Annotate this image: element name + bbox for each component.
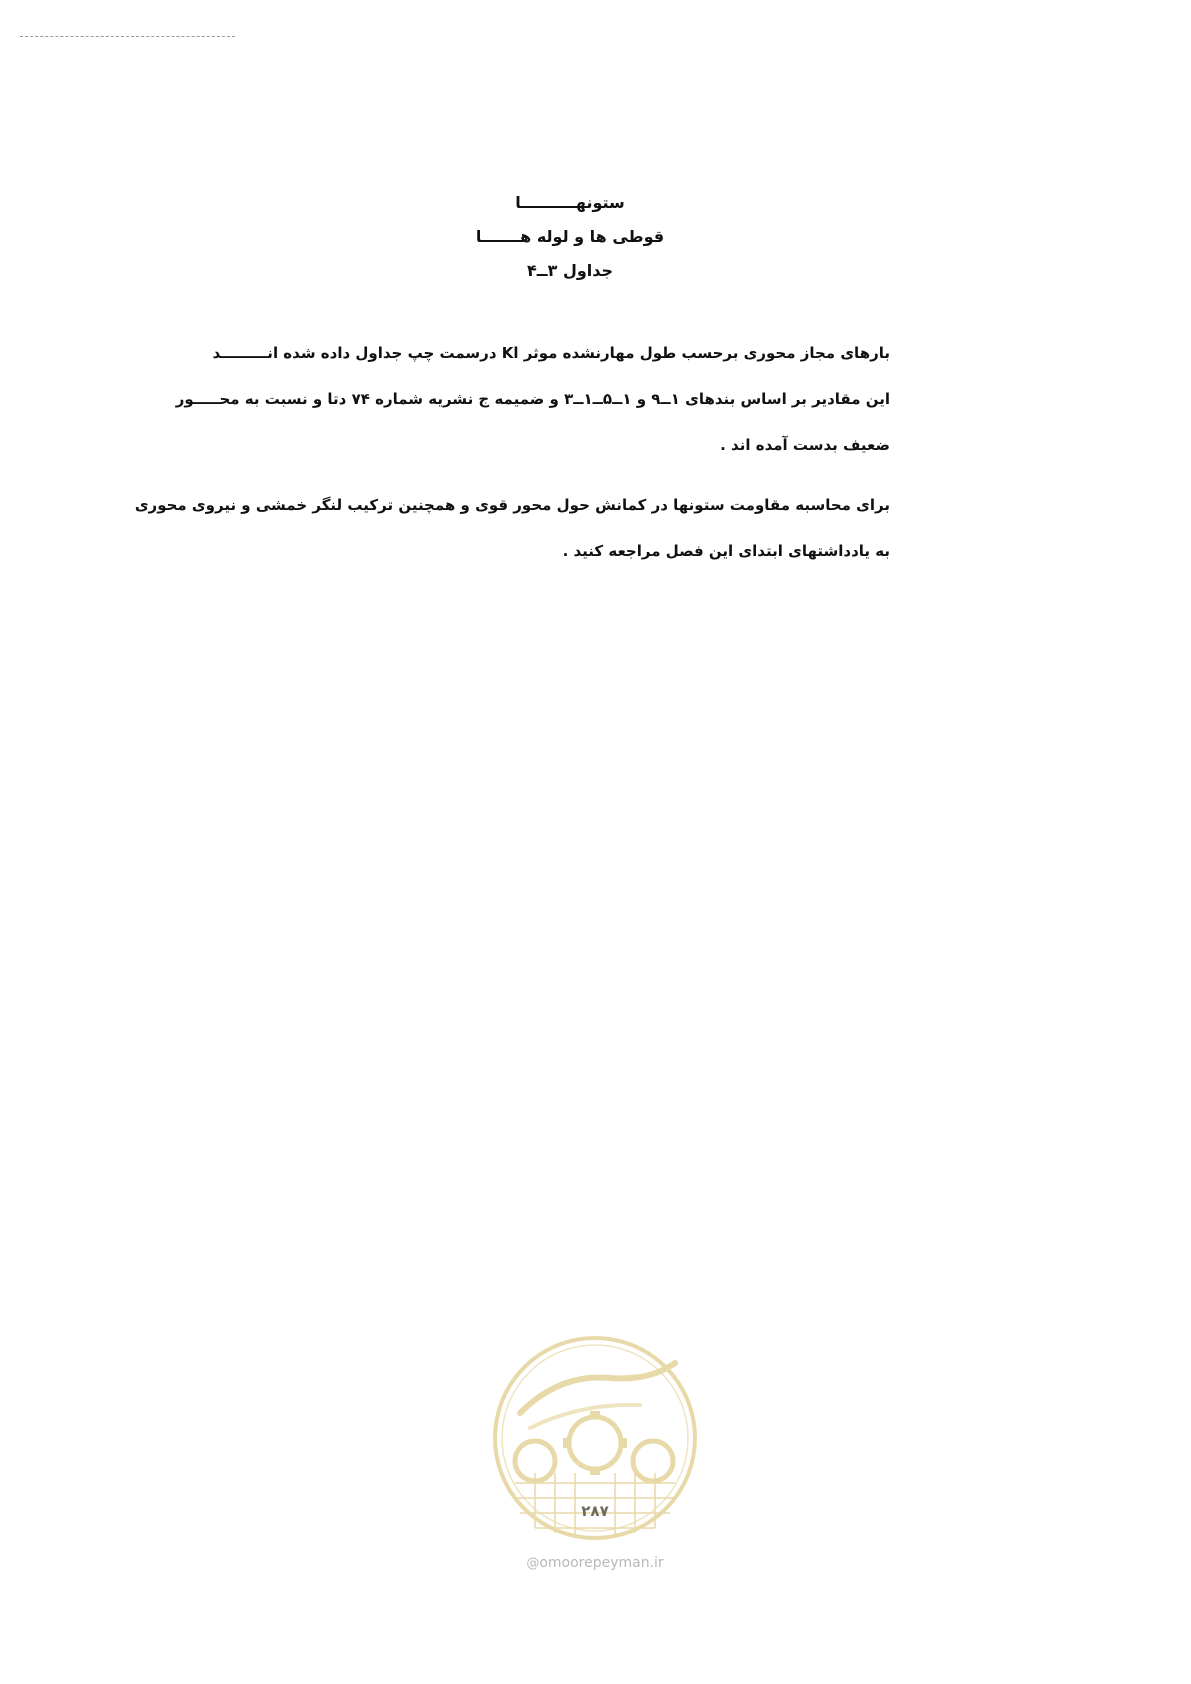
paragraph-1-line-2: این مقادیر بر اساس بندهای ۱ــ۹ و ۱ــ۵ــ۱ــ۳ و ضمیمه ج نشریه شماره ۷۴ دتا و نسبت به محـــــور bbox=[175, 390, 890, 408]
at-icon: @ bbox=[526, 1556, 540, 1571]
paragraph-1-line-1: بارهای مجاز محوری برحسب طول مهارنشده موثر Kl درسمت چپ جداول داده شده انـــــــــد bbox=[212, 344, 890, 362]
section-header bbox=[380, 186, 760, 288]
website-text: omoorepeyman.ir bbox=[539, 1555, 664, 1571]
page-number: ۲۸۷ bbox=[581, 1502, 609, 1520]
header-title: ستونهــــــــــا bbox=[515, 193, 625, 212]
website-watermark bbox=[500, 1555, 690, 1571]
paragraph-1-line-3: ضعیف بدست آمده اند . bbox=[720, 436, 890, 454]
scan-artifact-line bbox=[20, 36, 235, 37]
header-table-ref: جداول ۳ــ۴ bbox=[526, 261, 614, 280]
body-text bbox=[134, 330, 890, 574]
paragraph-2-line-1: برای محاسبه مقاومت ستونها در کمانش حول محور قوی و همچنین ترکیب لنگر خمشی و نیروی محوری bbox=[134, 496, 890, 514]
header-subtitle: قوطی ها و لوله هـــــــا bbox=[475, 227, 665, 246]
paragraph-2-line-2: به یادداشتهای ابتدای این فصل مراجعه کنید . bbox=[562, 542, 890, 560]
